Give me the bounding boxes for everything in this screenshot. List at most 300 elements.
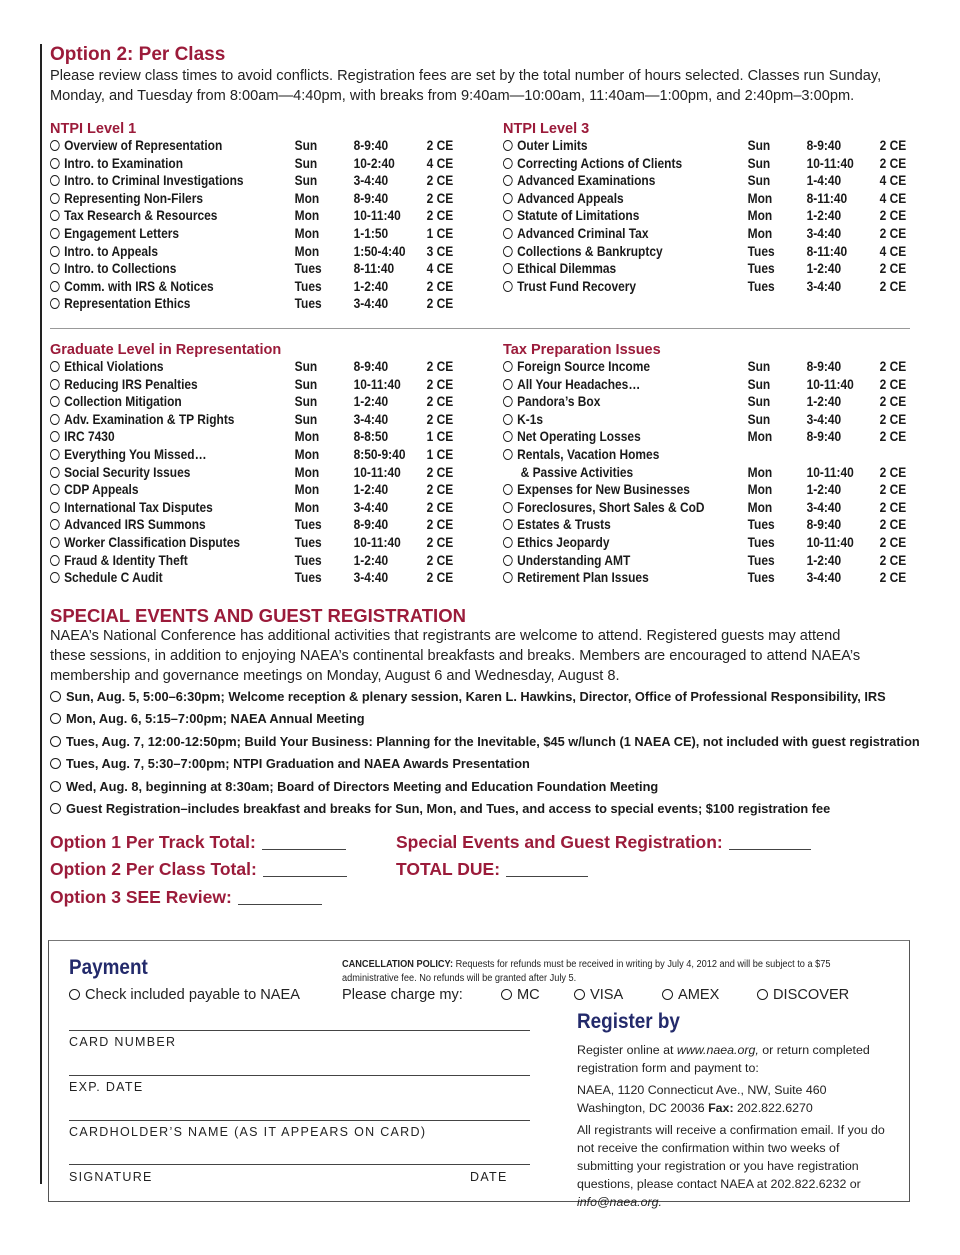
class-day: Mon: [294, 208, 320, 224]
visa-radio-icon[interactable]: [574, 989, 585, 1000]
card-option-visa-label: VISA: [590, 987, 624, 1003]
option3-total-label: Option 3 SEE Review:: [50, 887, 232, 907]
card-option-amex[interactable]: [662, 987, 719, 1003]
class-day: Mon: [294, 499, 320, 515]
class-name-text: Comm. with IRS & Notices: [64, 278, 214, 294]
class-row[interactable]: [503, 570, 907, 588]
option2-total-label: Option 2 Per Class Total:: [50, 859, 257, 879]
class-checkbox-icon[interactable]: [50, 281, 60, 292]
register-url-link[interactable]: www.naea.org,: [676, 1043, 759, 1057]
class-name: [503, 138, 588, 153]
check-option-label: Check included payable to NAEA: [85, 987, 300, 1003]
class-row[interactable]: [503, 155, 907, 174]
class-row[interactable]: [503, 534, 907, 553]
class-ce: 2 CE: [879, 225, 907, 241]
special-event-item[interactable]: [50, 756, 920, 778]
class-checkbox-icon[interactable]: [503, 449, 513, 460]
class-ce: 1 CE: [426, 429, 454, 445]
class-checkbox-icon[interactable]: [50, 263, 60, 274]
class-row[interactable]: [503, 429, 907, 447]
class-checkbox-icon[interactable]: [503, 555, 513, 566]
class-time: 3-4:40: [806, 499, 842, 515]
class-row[interactable]: [50, 173, 454, 191]
cardholder-line[interactable]: [69, 1120, 530, 1121]
class-checkbox-icon[interactable]: [50, 396, 60, 407]
class-checkbox-icon[interactable]: [503, 379, 513, 390]
class-day: Sun: [294, 138, 318, 153]
class-row[interactable]: [50, 190, 454, 209]
class-day: Mon: [294, 464, 320, 480]
class-name: [50, 261, 176, 276]
class-day: Sun: [747, 394, 771, 410]
exp-date-line[interactable]: [69, 1075, 530, 1076]
class-checkbox-icon[interactable]: [50, 414, 60, 425]
contact-email-link[interactable]: info@naea.org.: [577, 1195, 662, 1209]
class-day: Sun: [747, 138, 771, 153]
class-day: Tues: [294, 261, 322, 277]
class-day: Mon: [294, 225, 320, 241]
class-name: [50, 517, 206, 532]
class-row[interactable]: [50, 464, 454, 483]
class-ce: 2 CE: [879, 394, 907, 410]
option3-total: [50, 887, 322, 908]
class-name: [50, 429, 115, 444]
event-checkbox-icon[interactable]: [50, 758, 61, 769]
class-time: 10-11:40: [806, 534, 854, 550]
option2-intro-line1: Please review class times to avoid conflicts. Registration fees are set by the total number of hours selected. Classes run Sunday,: [50, 68, 882, 84]
class-time: 10-11:40: [806, 155, 854, 171]
class-name: [503, 553, 630, 568]
special-events-list: [50, 689, 920, 823]
class-checkbox-icon[interactable]: [503, 361, 513, 372]
cancellation-policy-text: Requests for refunds must be received in writing by July 4, 2012 and will be subject to a $75 administrative fee. No refunds will be granted after July 5.: [342, 959, 831, 984]
class-name-text: Schedule C Audit: [64, 570, 163, 586]
special-event-item[interactable]: [50, 801, 920, 823]
class-time: 3-4:40: [353, 499, 389, 515]
class-time: 10-11:40: [806, 376, 854, 392]
class-row[interactable]: [503, 394, 907, 412]
class-name: [50, 394, 182, 409]
class-name-text: IRC 7430: [64, 429, 115, 445]
class-time: 10-11:40: [353, 376, 401, 392]
class-row[interactable]: [503, 499, 907, 518]
class-name: [50, 553, 188, 568]
grad-class-list: [50, 359, 490, 588]
class-checkbox-icon[interactable]: [503, 502, 513, 513]
class-name: [50, 500, 213, 515]
class-row[interactable]: [50, 534, 454, 553]
class-row[interactable]: [50, 570, 454, 588]
class-checkbox-icon[interactable]: [503, 484, 513, 495]
class-time: 8-9:40: [806, 429, 842, 445]
class-name-text: Ethics Jeopardy: [517, 534, 610, 550]
card-option-visa[interactable]: [574, 987, 623, 1003]
special-intro-line1: NAEA’s National Conference has additional activities that registrants are welcome to attend. Registered guests may attend: [50, 628, 841, 644]
special-event-text: Tues, Aug. 7, 12:00-12:50pm; Build Your Business: Planning for the Inevitable, $45 w/lunch (1 NAEA CE), not included with guest registration: [66, 733, 920, 749]
class-day: Sun: [747, 376, 771, 392]
class-name-text: Net Operating Losses: [517, 429, 641, 445]
special-event-text: Wed, Aug. 8, beginning at 8:30am; Board of Directors Meeting and Education Foundation Meeting: [66, 778, 659, 794]
class-ce: 2 CE: [879, 359, 907, 374]
class-time: 3-4:40: [806, 570, 842, 586]
class-day: Tues: [747, 261, 775, 277]
class-row[interactable]: [503, 447, 890, 465]
class-name: [503, 244, 663, 259]
class-name-text: Collection Mitigation: [64, 394, 182, 410]
class-time: 8-11:40: [806, 243, 848, 259]
option3-total-blank[interactable]: [238, 890, 322, 905]
ntpi3-class-list: [503, 138, 943, 296]
class-row[interactable]: [503, 225, 907, 244]
class-checkbox-icon[interactable]: [503, 281, 513, 292]
address-city: Washington, DC 20036: [577, 1101, 709, 1115]
total-due: [396, 859, 588, 880]
register-online-text: [577, 1041, 895, 1077]
class-row[interactable]: [503, 261, 907, 279]
class-ce: 2 CE: [426, 517, 454, 533]
section-divider: [50, 328, 910, 329]
class-ce: 2 CE: [426, 278, 454, 294]
class-name-text: Everything You Missed…: [64, 446, 207, 462]
class-day: Mon: [747, 429, 773, 445]
event-checkbox-icon[interactable]: [50, 803, 61, 814]
ntpi1-class-list: [50, 138, 490, 314]
class-ce: 2 CE: [426, 464, 454, 480]
cancellation-policy: [342, 958, 839, 985]
class-checkbox-icon[interactable]: [503, 572, 513, 583]
class-time: 8-9:40: [353, 190, 389, 206]
class-row[interactable]: [50, 225, 454, 244]
class-name: [503, 377, 640, 392]
class-checkbox-icon[interactable]: [503, 519, 513, 530]
class-checkbox-icon[interactable]: [50, 502, 60, 513]
class-row[interactable]: [50, 359, 454, 377]
class-row[interactable]: [503, 243, 907, 262]
class-time: 1-2:40: [353, 278, 389, 294]
signature-label: SIGNATURE: [69, 1170, 153, 1184]
discover-radio-icon[interactable]: [757, 989, 768, 1000]
class-row[interactable]: [503, 359, 907, 377]
class-time: 8:50-9:40: [353, 446, 406, 462]
class-time: 10-11:40: [353, 464, 401, 480]
class-row[interactable]: [50, 296, 454, 314]
class-time: 3-4:40: [806, 225, 842, 241]
class-time: 8-9:40: [353, 517, 389, 533]
class-name-text: Ethical Violations: [64, 359, 164, 374]
class-checkbox-icon[interactable]: [50, 193, 60, 204]
class-name-text: Outer Limits: [517, 138, 588, 153]
class-checkbox-icon[interactable]: [50, 484, 60, 495]
class-checkbox-icon[interactable]: [503, 193, 513, 204]
class-name: [503, 226, 648, 241]
class-row[interactable]: [503, 190, 907, 209]
class-time: 3-4:40: [353, 296, 389, 312]
option2-total-blank[interactable]: [263, 862, 347, 877]
card-option-discover-label: DISCOVER: [773, 987, 850, 1003]
class-day: Mon: [747, 499, 773, 515]
class-time: 1-2:40: [353, 552, 389, 568]
date-label: DATE: [470, 1170, 508, 1184]
class-ce: 2 CE: [879, 482, 907, 498]
card-number-label: CARD NUMBER: [69, 1035, 177, 1049]
amex-radio-icon[interactable]: [662, 989, 673, 1000]
class-checkbox-icon[interactable]: [50, 572, 60, 583]
class-name-text: Correcting Actions of Clients: [517, 155, 683, 171]
class-ce: 2 CE: [426, 376, 454, 392]
class-name-text: Fraud & Identity Theft: [64, 552, 188, 568]
class-day: Sun: [747, 173, 771, 189]
class-row[interactable]: [503, 173, 907, 191]
class-name: [503, 261, 616, 276]
class-ce: 2 CE: [426, 570, 454, 586]
class-name: [50, 138, 222, 153]
class-name: [503, 173, 655, 188]
card-option-amex-label: AMEX: [678, 987, 720, 1003]
class-checkbox-icon[interactable]: [50, 361, 60, 372]
class-name-text: Trust Fund Recovery: [517, 278, 637, 294]
total-due-label: TOTAL DUE:: [396, 859, 501, 879]
check-option[interactable]: [69, 987, 300, 1003]
class-time: 1:50-4:40: [353, 243, 406, 259]
class-ce: 2 CE: [426, 499, 454, 515]
class-time: 8-9:40: [806, 359, 842, 374]
class-ce: 2 CE: [426, 208, 454, 224]
class-ce: 4 CE: [426, 261, 454, 277]
class-name: [50, 482, 139, 497]
event-checkbox-icon[interactable]: [50, 736, 61, 747]
class-name-text: Statute of Limitations: [517, 208, 640, 224]
card-option-discover[interactable]: [757, 987, 849, 1003]
event-checkbox-icon[interactable]: [50, 713, 61, 724]
class-name: [503, 447, 659, 462]
class-checkbox-icon[interactable]: [503, 140, 513, 151]
class-name: [50, 279, 214, 294]
class-day: Tues: [747, 243, 775, 259]
ntpi1-title: NTPI Level 1: [50, 121, 137, 137]
event-checkbox-icon[interactable]: [50, 691, 61, 702]
class-name-text: Pandora’s Box: [517, 394, 601, 410]
class-checkbox-icon[interactable]: [503, 175, 513, 186]
card-number-line[interactable]: [69, 1030, 530, 1031]
class-ce: 2 CE: [426, 394, 454, 410]
class-checkbox-icon[interactable]: [503, 431, 513, 442]
class-time: 1-2:40: [806, 261, 842, 277]
class-row[interactable]: [503, 464, 907, 483]
class-name: [521, 465, 634, 480]
class-day: Tues: [294, 517, 322, 533]
class-ce: 2 CE: [879, 499, 907, 515]
class-row[interactable]: [50, 208, 454, 226]
class-row[interactable]: [503, 376, 907, 395]
fax-label: Fax:: [708, 1101, 734, 1115]
class-ce: 3 CE: [426, 243, 454, 259]
class-row[interactable]: [50, 138, 454, 156]
option2-total: [50, 859, 347, 880]
class-time: 1-2:40: [353, 394, 389, 410]
class-checkbox-icon[interactable]: [503, 537, 513, 548]
class-name: [50, 412, 234, 427]
special-event-text: Sun, Aug. 5, 5:00–6:30pm; Welcome reception & plenary session, Karen L. Hawkins, Director, Office of Professional Responsibility, IRS: [66, 689, 886, 704]
signature-line[interactable]: [69, 1164, 530, 1165]
class-row[interactable]: [50, 261, 454, 279]
class-name: [50, 359, 164, 374]
class-time: 8-9:40: [806, 517, 842, 533]
class-name: [50, 535, 240, 550]
class-time: 3-4:40: [806, 278, 842, 294]
class-time: 1-4:40: [806, 173, 842, 189]
class-ce: 2 CE: [879, 570, 907, 586]
class-name: [50, 244, 158, 259]
class-time: 3-4:40: [353, 411, 389, 427]
class-checkbox-icon[interactable]: [50, 555, 60, 566]
class-name: [50, 156, 183, 171]
class-name-text: Advanced Appeals: [517, 190, 624, 206]
class-day: Tues: [747, 570, 775, 586]
class-name-text: Worker Classification Disputes: [64, 534, 241, 550]
class-name-text: Adv. Examination & TP Rights: [64, 411, 235, 427]
class-checkbox-icon[interactable]: [50, 140, 60, 151]
grad-title: Graduate Level in Representation: [50, 342, 282, 358]
class-row[interactable]: [503, 278, 907, 297]
class-ce: 2 CE: [879, 261, 907, 277]
class-checkbox-icon[interactable]: [50, 449, 60, 460]
class-ce: 2 CE: [879, 138, 907, 153]
class-ce: 2 CE: [426, 411, 454, 427]
class-checkbox-icon[interactable]: [503, 263, 513, 274]
class-ce: 1 CE: [426, 225, 454, 241]
class-time: 8-8:50: [353, 429, 389, 445]
class-checkbox-icon[interactable]: [503, 246, 513, 257]
class-row[interactable]: [50, 429, 454, 447]
class-name-text: International Tax Disputes: [64, 499, 213, 515]
class-row[interactable]: [503, 208, 907, 226]
mc-radio-icon[interactable]: [501, 989, 512, 1000]
confirmation-body: All registrants will receive a confirmation email. If you do not receive the confirmation within two weeks of submitting your registration or you have registration questions, please contact NAEA at 202.822.6232 or: [577, 1123, 885, 1191]
class-name: [50, 191, 203, 206]
class-name-text: Understanding AMT: [517, 552, 631, 568]
class-row[interactable]: [50, 411, 454, 430]
class-ce: 4 CE: [879, 190, 907, 206]
option1-total-blank[interactable]: [262, 835, 346, 850]
class-checkbox-icon[interactable]: [503, 414, 513, 425]
class-time: 3-4:40: [353, 173, 389, 189]
class-day: Mon: [294, 446, 320, 462]
class-checkbox-icon[interactable]: [50, 467, 60, 478]
confirmation-text: [577, 1121, 897, 1211]
address-line2: [577, 1099, 895, 1117]
class-ce: 1 CE: [426, 446, 454, 462]
option2-intro: [50, 66, 910, 106]
class-checkbox-icon[interactable]: [50, 246, 60, 257]
class-time: 1-1:50: [353, 225, 389, 241]
class-row[interactable]: [50, 376, 454, 395]
class-row[interactable]: [503, 517, 907, 535]
class-name: [503, 191, 624, 206]
class-time: 1-2:40: [806, 552, 842, 568]
special-event-item[interactable]: [50, 711, 920, 733]
class-name: [503, 500, 705, 515]
class-row[interactable]: [50, 243, 454, 262]
class-name-text: Intro. to Criminal Investigations: [64, 173, 244, 189]
class-day: Sun: [747, 359, 771, 374]
class-checkbox-icon[interactable]: [503, 210, 513, 221]
class-name: [503, 429, 641, 444]
class-name: [503, 412, 543, 427]
class-time: 8-9:40: [353, 138, 389, 153]
class-name-text: All Your Headaches…: [517, 376, 641, 392]
class-time: 10-11:40: [353, 208, 401, 224]
class-row[interactable]: [50, 446, 454, 465]
check-radio-icon[interactable]: [69, 989, 80, 1000]
class-row[interactable]: [503, 138, 907, 156]
class-time: 1-2:40: [806, 394, 842, 410]
class-row[interactable]: [50, 155, 454, 174]
class-name: [50, 208, 217, 223]
class-row[interactable]: [50, 517, 454, 535]
class-row[interactable]: [50, 482, 454, 500]
class-checkbox-icon[interactable]: [50, 379, 60, 390]
special-events-total-blank[interactable]: [729, 835, 811, 850]
class-name: [503, 570, 649, 585]
class-checkbox-icon[interactable]: [50, 537, 60, 548]
charge-label: Please charge my:: [342, 987, 463, 1003]
class-name-text: Tax Research & Resources: [64, 208, 218, 224]
class-checkbox-icon[interactable]: [50, 228, 60, 239]
total-due-blank[interactable]: [506, 862, 588, 877]
class-row[interactable]: [50, 552, 454, 571]
class-checkbox-icon[interactable]: [50, 175, 60, 186]
class-name-text: Advanced IRS Summons: [64, 517, 206, 533]
register-by-title: Register by: [577, 1010, 680, 1033]
class-name-text: Representing Non-Filers: [64, 190, 204, 206]
special-event-text: Guest Registration–includes breakfast and breaks for Sun, Mon, and Tues, and access to special events; $100 registration fee: [66, 800, 831, 816]
class-name-text: Intro. to Examination: [64, 155, 184, 171]
class-checkbox-icon[interactable]: [503, 228, 513, 239]
class-day: Mon: [294, 243, 320, 259]
class-checkbox-icon[interactable]: [50, 431, 60, 442]
class-checkbox-icon[interactable]: [50, 158, 60, 169]
class-checkbox-icon[interactable]: [503, 396, 513, 407]
class-checkbox-icon[interactable]: [503, 158, 513, 169]
class-ce: 2 CE: [426, 359, 454, 374]
class-day: Tues: [294, 296, 322, 312]
class-row[interactable]: [50, 499, 454, 518]
class-row[interactable]: [503, 411, 907, 430]
class-checkbox-icon[interactable]: [50, 210, 60, 221]
special-event-item[interactable]: [50, 689, 920, 711]
payment-title: Payment: [69, 956, 148, 979]
card-option-mc[interactable]: [501, 987, 540, 1003]
class-name: [50, 226, 179, 241]
special-event-item[interactable]: [50, 734, 920, 756]
class-checkbox-icon[interactable]: [50, 298, 60, 309]
option2-intro-line2: Monday, and Tuesday from 8:00am—4:40pm, with breaks from 9:40am—10:00am, 11:40am—1:00pm, and 2:40pm–3:00pm.: [50, 88, 855, 104]
class-name-text: Engagement Letters: [64, 225, 180, 241]
class-row[interactable]: [503, 552, 907, 571]
class-checkbox-icon[interactable]: [50, 519, 60, 530]
class-row[interactable]: [50, 278, 454, 297]
class-ce: 4 CE: [879, 173, 907, 189]
special-event-item[interactable]: [50, 779, 920, 801]
class-day: Mon: [747, 482, 773, 498]
class-row[interactable]: [50, 394, 454, 412]
event-checkbox-icon[interactable]: [50, 781, 61, 792]
special-intro-line3: membership and governance meetings on Monday, August 6 and Wednesday, August 8.: [50, 668, 620, 684]
class-row[interactable]: [503, 482, 907, 500]
option1-total: [50, 832, 346, 853]
class-ce: 2 CE: [879, 411, 907, 427]
class-ce: 2 CE: [426, 173, 454, 189]
